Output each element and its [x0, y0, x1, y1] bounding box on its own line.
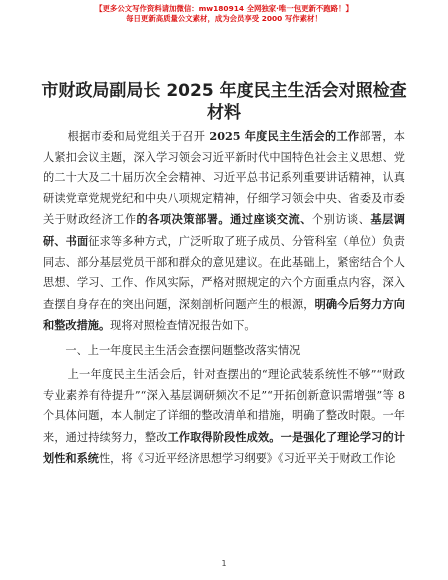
para2-text-c: 一是强化了理论学习的计划性和系统 [43, 429, 405, 466]
section-heading-1: 一、上一年度民主生活会查摆问题整改落实情况 [65, 343, 301, 357]
para1-text-h: 明确今后努力方向和整改措施。 [43, 296, 405, 333]
page-number: 1 [221, 559, 227, 568]
para2-text-a: 上一年度民主生活会后，针对查摆出的“理论武装系统性不够”“财政专业素养有待提升”“深入基层调研频次不足”“开拓创新意识需增强”等 8 个具体问题，本人制定了详细的整改清单和措施，明确了整改时限。一年来，通过持续努力，整改 [43, 367, 405, 444]
para1-text-c: 部署，本人紧扣会议主题，深入学习领会习近平新时代中国特色社会主义思想、党的二十大及二十届历次全会精神、习近平总书记系列重要讲话精神，认真研读党章党规党纪和中央八项规定精神，仔细学习领会中央、省委及市委关于财政经济工作 [43, 130, 405, 227]
paragraph-intro [43, 126, 405, 337]
para1-text-e: 个别访谈、 [311, 213, 371, 227]
para1-text-f: 基层调研、书面 [43, 212, 405, 248]
para1-text-d: 的各项决策部署。通过座谈交流、 [136, 212, 312, 227]
paragraph-rectification [43, 365, 405, 470]
promo-banner-line-2: 每日更新高质量公文素材，成为会员享受 2000 写作素材！ [126, 14, 322, 23]
para1-text-g: 征求等多种方式，广泛听取了班子成员、分管科室（单位）负责同志、部分基层党员干部和群众的意见建议。在此基础上，紧密结合个人思想、学习、工作、作风实际，严格对照规定的六个方面重点内容，深入查摆自身存在的突出问题，深刻剖析问题产生的根源， [43, 234, 405, 311]
promo-banner-line-1: 【更多公文写作资料请加微信：mw180914 全网独家·唯一包更新不跑路！】 [95, 4, 353, 13]
document-title: 市财政局副局长 2025 年度民主生活会对照检查材料 [41, 81, 407, 123]
promo-banner [0, 4, 448, 24]
para2-text-b: 工作取得阶段性成效。 [167, 429, 281, 444]
para1-text-i: 现将对照检查情况报告如下。 [110, 319, 256, 333]
para2-text-d: 性，将《习近平经济思想学习纲要》《习近平关于财政工作论 [98, 452, 396, 466]
document-body [43, 126, 405, 470]
para1-text-a: 根据市委和局党组关于召开 [67, 130, 206, 143]
para1-text-b: 2025 年度民主生活会的工作 [205, 129, 360, 143]
